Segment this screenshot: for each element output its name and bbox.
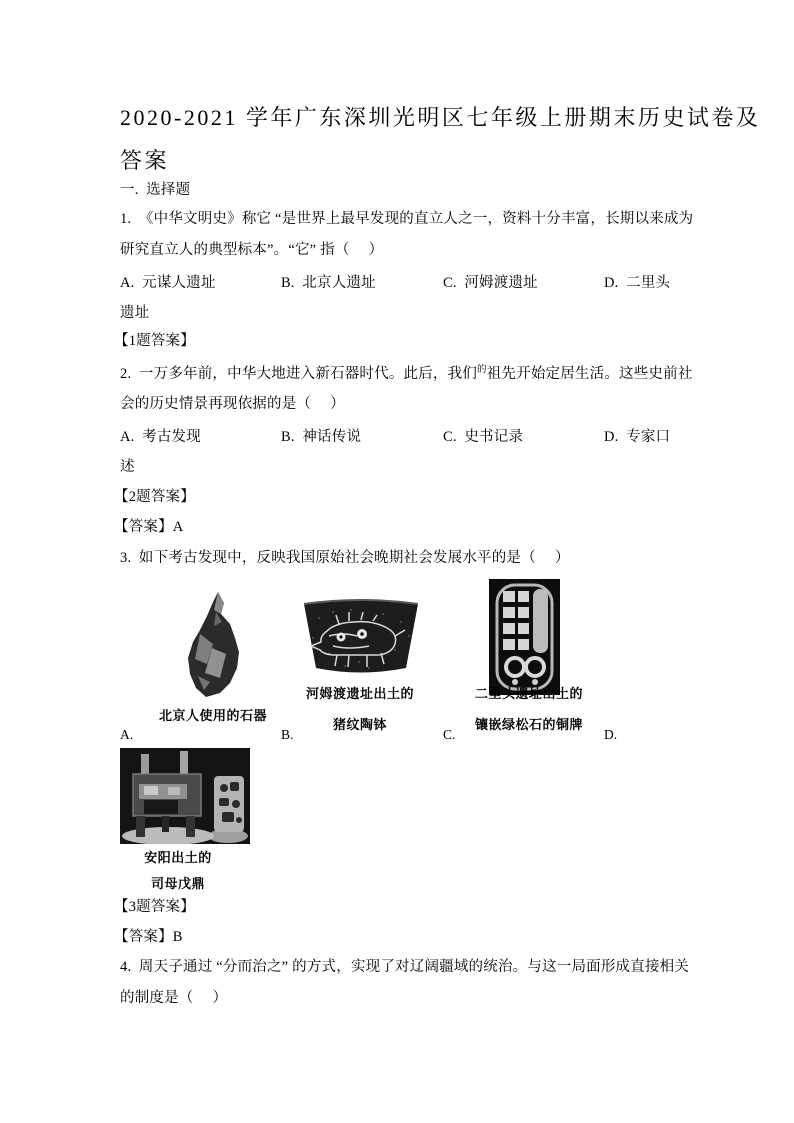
page-title-line2: 答案: [120, 148, 170, 173]
question-1-option-c: C. 河姆渡遗址: [443, 275, 538, 291]
question-3-option-c: C.: [443, 727, 456, 742]
bronze-ding-image: [120, 748, 250, 844]
question-2-option-a: A. 考古发现: [120, 429, 201, 445]
figure-b-caption-line1: 河姆渡遗址出土的: [305, 686, 414, 701]
page-title-line1: 2020-2021 学年广东深圳光明区七年级上册期末历史试卷及: [120, 105, 761, 130]
figure-b-caption-line2: 猪纹陶钵: [332, 717, 387, 732]
figure-c-caption-line1: 二里头遗址出土的: [474, 686, 583, 701]
question-3-option-a: A.: [120, 727, 134, 742]
question-1-line1: 1. 《中华文明史》称它 “是世界上最早发现的直立人之一，资料十分丰富，长期以来成为: [120, 211, 694, 227]
figure-c-caption-line2: 镶嵌绿松石的铜牌: [474, 717, 583, 732]
pig-pottery-bowl-image: [299, 592, 423, 680]
bronze-plaque-image: [489, 579, 560, 695]
question-2-option-b: B. 神话传说: [281, 429, 362, 445]
figure-d-caption-line2: 司母戊鼎: [150, 876, 205, 891]
question-1-line2: 研究直立人的典型标本”。“它” 指（ ）: [120, 242, 384, 258]
question-2-line1-pre: 2. 一万多年前，中华大地进入新石器时代。此后，我们: [120, 366, 478, 382]
question-2-answer-header: 【2题答案】: [114, 489, 195, 505]
question-2-option-d-wrap: 述: [120, 459, 135, 475]
question-3-option-d: D.: [604, 727, 618, 742]
stone-tool-image: [172, 590, 258, 702]
question-2-line2: 会的历史情景再现依据的是（ ）: [120, 396, 345, 412]
question-1-option-d: D. 二里头: [604, 275, 671, 291]
question-4-line2: 的制度是（ ）: [120, 990, 228, 1006]
question-3-answer-header: 【3题答案】: [114, 899, 195, 915]
question-1-option-d-wrap: 遗址: [120, 305, 150, 321]
question-2-superscript: 的: [477, 365, 487, 375]
question-3-answer: 【答案】B: [114, 929, 183, 945]
question-1-answer-header: 【1题答案】: [114, 333, 195, 349]
section-heading: 一. 选择题: [120, 182, 191, 198]
question-2-line1-post: 祖先开始定居生活。这些史前社: [486, 366, 693, 382]
figure-d-caption-line1: 安阳出土的: [144, 850, 212, 865]
question-1-option-b: B. 北京人遗址: [281, 275, 376, 291]
question-3-option-b: B.: [281, 727, 294, 742]
question-2-option-d: D. 专家口: [604, 429, 671, 445]
question-1-option-a: A. 元谋人遗址: [120, 275, 216, 291]
question-3-line1: 3. 如下考古发现中，反映我国原始社会晚期社会发展水平的是（ ）: [120, 550, 570, 566]
question-2-option-c: C. 史书记录: [443, 429, 524, 445]
question-2-line1: [120, 361, 693, 383]
figure-a-caption: 北京人使用的石器: [158, 708, 267, 723]
question-2-answer: 【答案】A: [114, 519, 184, 535]
question-4-line1: 4. 周天子通过 “分而治之” 的方式，实现了对辽阔疆域的统治。与这一局面形成直接相关: [120, 959, 690, 975]
